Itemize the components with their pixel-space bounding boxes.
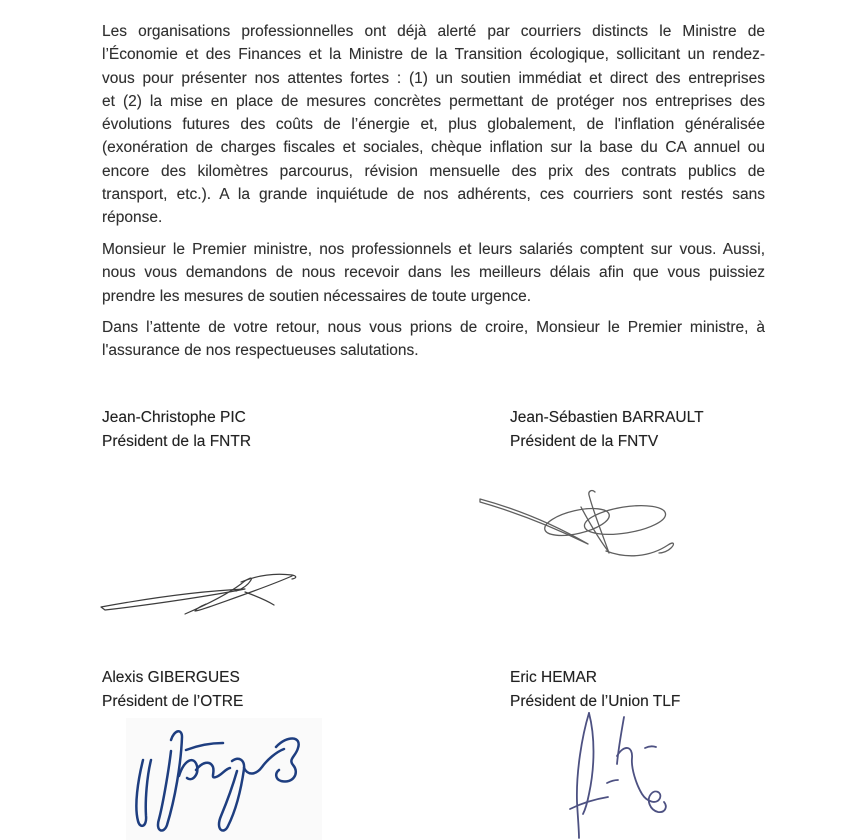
paragraph-line: Les organisations professionnelles ont déjà alerté par courriers distincts le Ministre de bbox=[102, 23, 765, 40]
hemar-signature-ink bbox=[558, 703, 688, 840]
paragraph-line: Monsieur le Premier ministre, nos professionnels et leurs salariés comptent sur vous. Aussi, bbox=[102, 241, 765, 258]
signer-name: Jean-Sébastien BARRAULT bbox=[510, 409, 704, 426]
body-paragraph-1 bbox=[102, 20, 765, 230]
body-paragraph-3 bbox=[102, 316, 765, 363]
paragraph-line: Dans l’attente de votre retour, nous vous prions de croire, Monsieur le Premier ministre, à bbox=[102, 319, 765, 336]
paragraph-line: l'assurance de nos respectueuses salutations. bbox=[102, 342, 419, 360]
paragraph-line: vous pour présenter nos attentes fortes : (1) un soutien immédiat et direct des entreprises bbox=[102, 69, 765, 87]
signer-title: Président de l’Union TLF bbox=[510, 692, 681, 710]
barrault-signature-ink bbox=[475, 484, 685, 569]
paragraph-line: évolutions futures des coûts de l’énergie et, plus globalement, de l'inflation généralisée bbox=[102, 116, 765, 134]
signer-title: Président de l’OTRE bbox=[102, 692, 244, 710]
signer-block-pic bbox=[102, 406, 251, 453]
paragraph-line: et (2) la mise en place de mesures concrètes permettant de protéger nos entreprises des bbox=[102, 92, 765, 110]
body-paragraph-2 bbox=[102, 238, 765, 308]
pic-ink-strokes bbox=[101, 574, 296, 614]
paragraph-line: réponse. bbox=[102, 209, 163, 227]
signer-block-gibergues bbox=[102, 666, 243, 713]
signer-name: Eric HEMAR bbox=[510, 669, 597, 686]
paragraph-line: encore des kilomètres parcourus, révision mensuelle des prix des contrats publics de bbox=[102, 162, 765, 180]
paragraph-line: l’Économie et des Finances et la Ministre de la Transition écologique, sollicitant un rendez- bbox=[102, 46, 765, 64]
pic-signature-ink bbox=[95, 562, 315, 617]
signer-name: Alexis GIBERGUES bbox=[102, 669, 240, 686]
barrault-ink-strokes bbox=[480, 491, 673, 556]
signer-name: Jean-Christophe PIC bbox=[102, 409, 246, 426]
hemar-ink-strokes bbox=[570, 713, 666, 838]
paragraph-line: nous vous demandons de nous recevoir dans les meilleurs délais afin que vous puissiez bbox=[102, 264, 765, 282]
signer-title: Président de la FNTR bbox=[102, 432, 252, 450]
signer-block-barrault bbox=[510, 406, 704, 453]
paragraph-line: transport, etc.). A la grande inquiétude de nos adhérents, ces courriers sont restés sans bbox=[102, 186, 765, 204]
paragraph-line: prendre les mesures de soutien nécessaires de toute urgence. bbox=[102, 287, 532, 305]
paragraph-line: (exonération de charges fiscales et sociales, chèque inflation sur la base du CA annuel ou bbox=[102, 139, 765, 157]
signer-title: Président de la FNTV bbox=[510, 432, 659, 450]
gibergues-signature-ink bbox=[126, 716, 322, 840]
